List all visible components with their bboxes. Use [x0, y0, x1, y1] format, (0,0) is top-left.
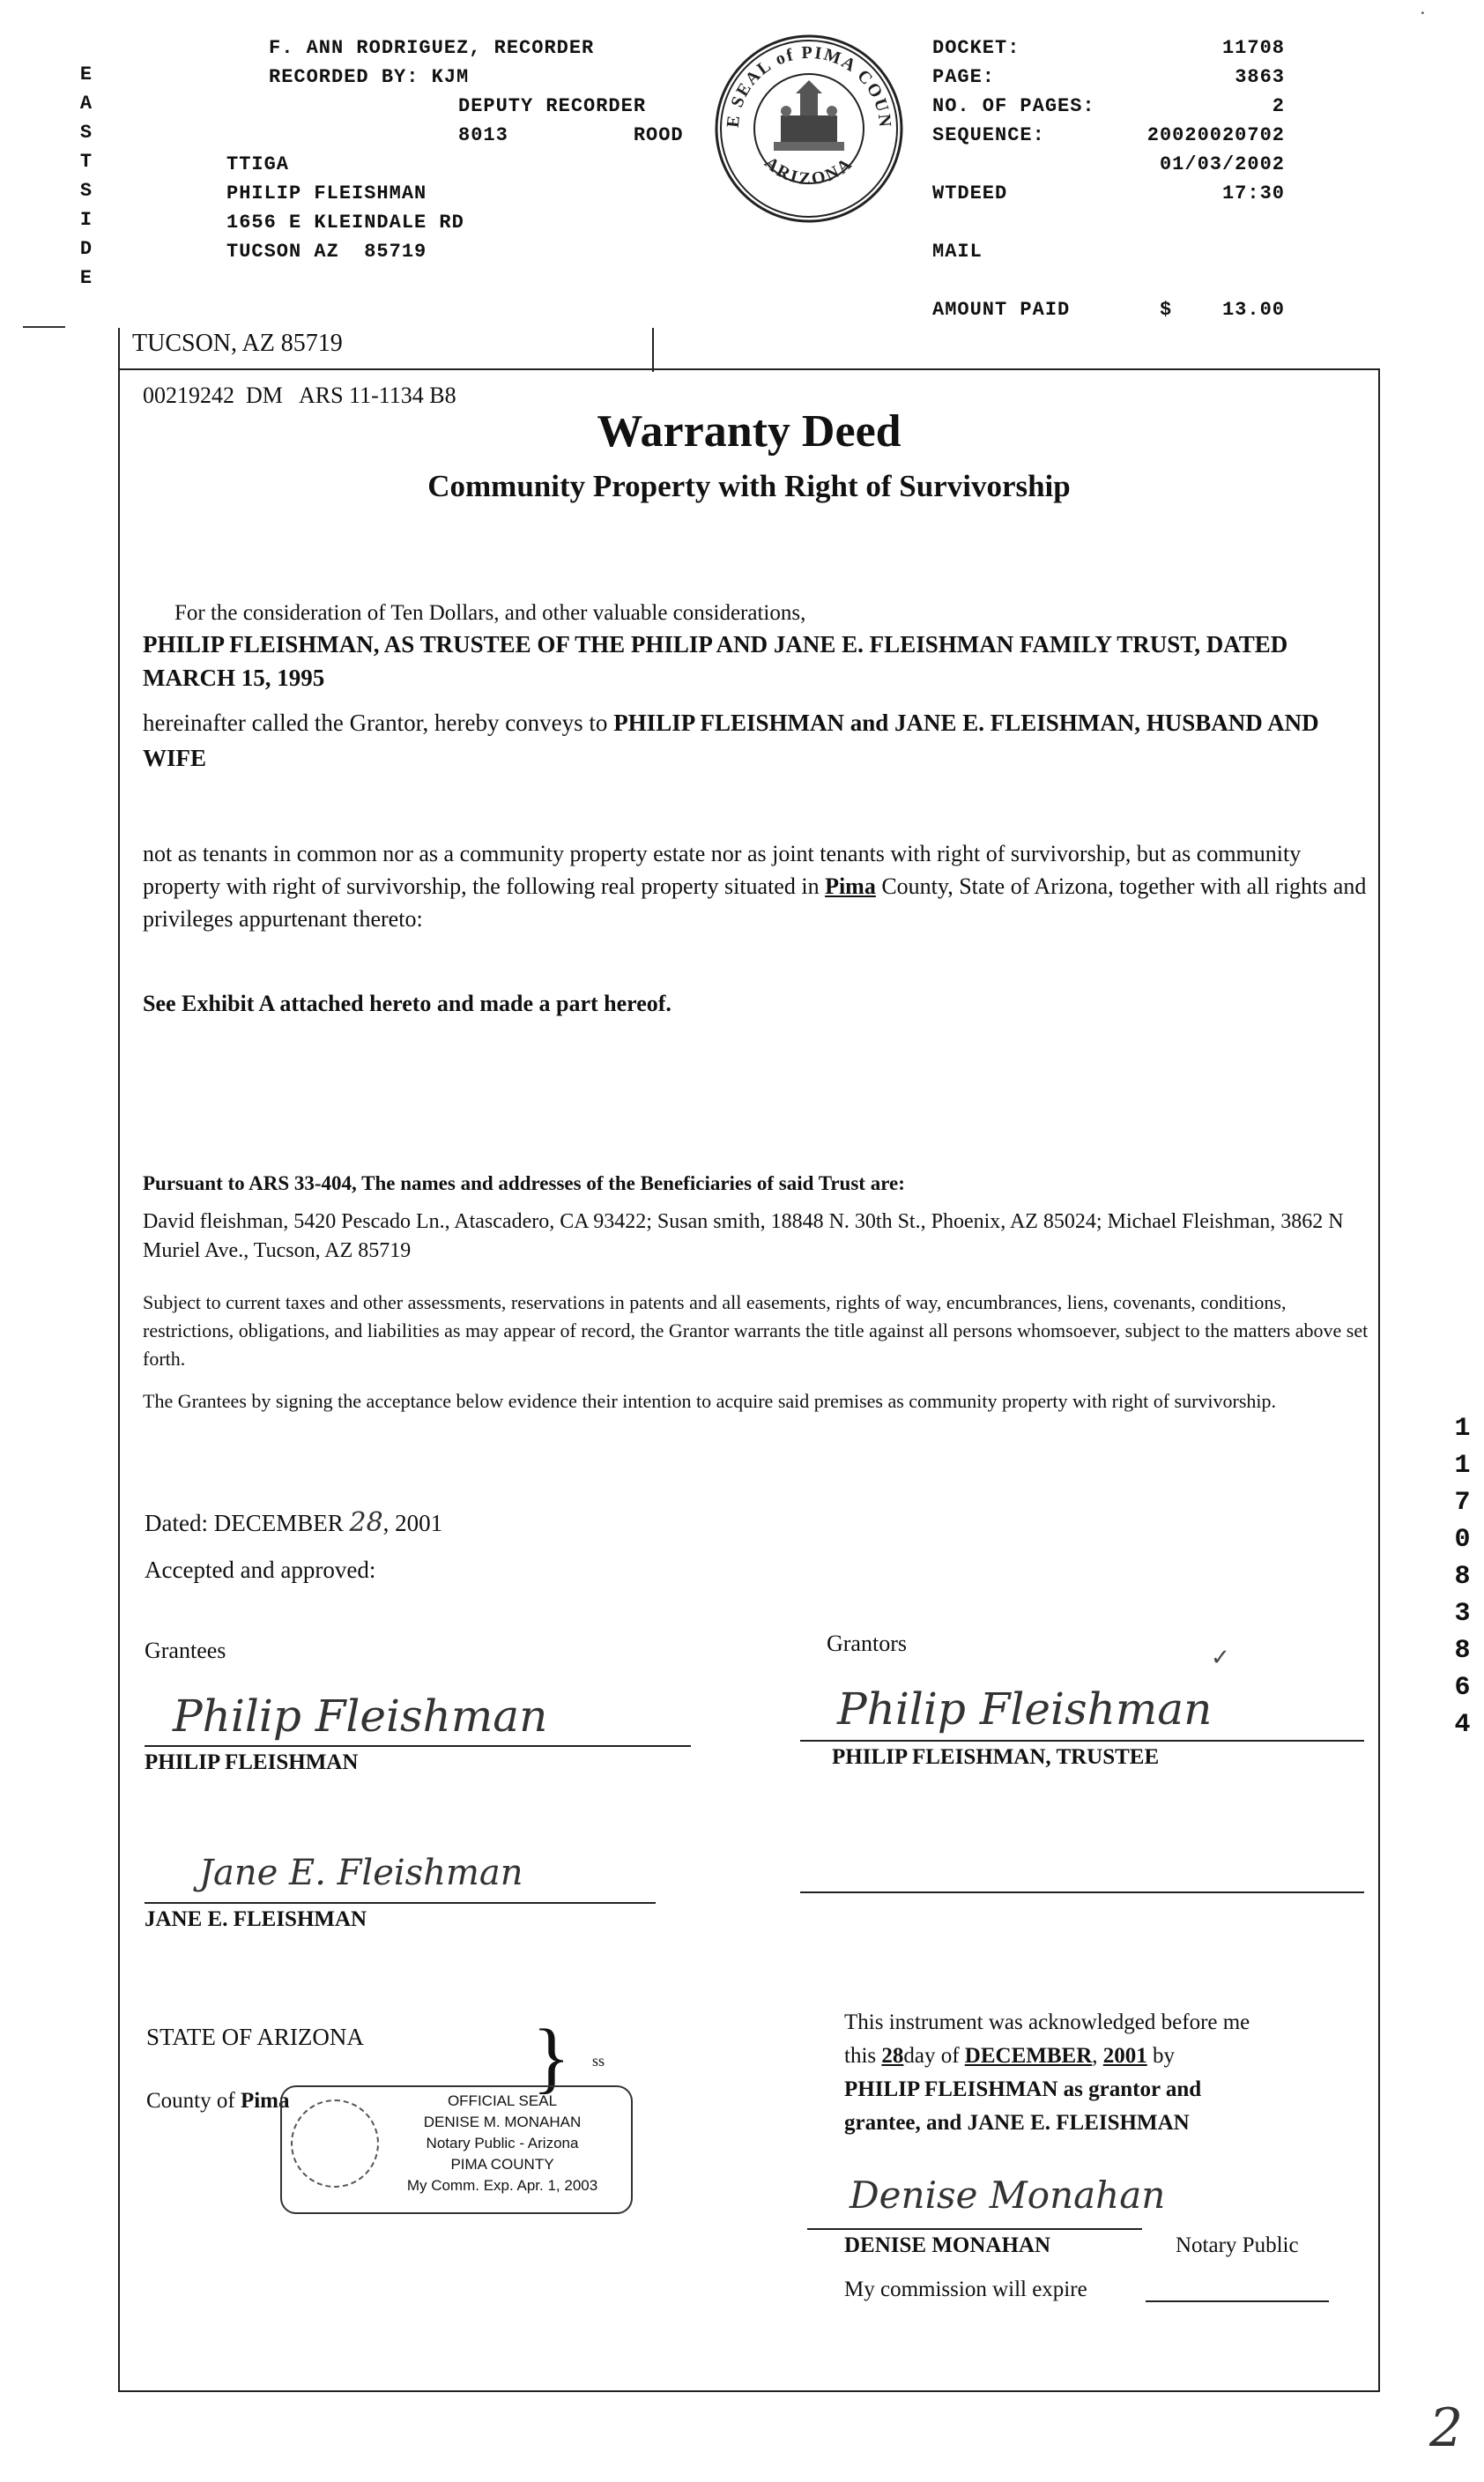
- grantee-names: PHILIP FLEISHMAN and JANE E. FLEISHMAN, HUSBAND AND WIFE: [143, 710, 1319, 771]
- recorder-header-right: [932, 33, 1285, 324]
- grantee-1-sign-line: [145, 1745, 691, 1747]
- recorder-row: [932, 121, 1285, 150]
- recorder-row: [932, 266, 1285, 295]
- grantee-1-signature: Philip Fleishman: [173, 1691, 548, 1742]
- recorder-label: PAGE:: [932, 66, 996, 88]
- margin-docket-stamp: 11708 3864: [1454, 1414, 1472, 1740]
- recorder-row: [932, 33, 1285, 63]
- mail-to-city: TUCSON AZ 85719: [226, 241, 427, 263]
- recorder-row: [932, 92, 1285, 121]
- dated-line: [145, 1507, 442, 1538]
- notary-county-line: [146, 2089, 290, 2114]
- recorder-header-left: [226, 33, 684, 266]
- stamp-line: My Comm. Exp. Apr. 1, 2003: [406, 2177, 598, 2194]
- recorder-value: 20020020702: [1146, 124, 1285, 146]
- address-box: [118, 328, 654, 372]
- recorder-label: MAIL: [932, 241, 983, 263]
- recorder-label: AMOUNT PAID: [932, 299, 1071, 321]
- grantor-signature: Philip Fleishman: [837, 1683, 1213, 1735]
- reference-line: 00219242 DM ARS 11-1134 B8: [143, 383, 456, 408]
- conveys-prefix: hereinafter called the Grantor, hereby conveys to: [143, 710, 614, 736]
- recorder-row: [932, 63, 1285, 92]
- side-letter: S: [79, 122, 93, 144]
- side-letter: E: [79, 267, 93, 289]
- page-number: 2: [1429, 2397, 1464, 2459]
- recorder-value: 3863: [1235, 66, 1285, 88]
- ack-sep: ,: [1092, 2044, 1103, 2068]
- recorder-code: 8013 ROOD: [458, 124, 684, 146]
- deed-title: Warranty Deed: [597, 406, 902, 457]
- stamp-line: Notary Public - Arizona: [426, 2135, 579, 2151]
- deed-subtitle: Community Property with Right of Survivorship: [427, 469, 1071, 503]
- recorder-row: [932, 179, 1285, 208]
- commission-blank-line: [1146, 2300, 1329, 2302]
- stamp-line: PIMA COUNTY: [450, 2156, 554, 2173]
- ack-day: 28: [881, 2044, 904, 2068]
- margin-tick: [23, 326, 65, 328]
- tenancy-paragraph: [143, 837, 1375, 935]
- recorder-row: [932, 295, 1285, 324]
- ack-month: DECEMBER: [964, 2044, 1093, 2068]
- acknowledgment-block: [844, 2006, 1250, 2140]
- ack-prefix: this: [844, 2044, 882, 2068]
- grantor-name: PHILIP FLEISHMAN, AS TRUSTEE OF THE PHILIP AND JANE E. FLEISHMAN FAMILY TRUST, DATED MARCH 15, 1995: [143, 631, 1288, 691]
- recorder-row: [932, 150, 1285, 179]
- notary-state: STATE OF ARIZONA: [146, 2024, 364, 2050]
- commission-expire: My commission will expire: [844, 2278, 1087, 2301]
- ack-year: 2001: [1102, 2044, 1147, 2068]
- grantors-label: Grantors: [827, 1631, 907, 1656]
- beneficiaries-text: David fleishman, 5420 Pescado Ln., Atascadero, CA 93422; Susan smith, 18848 N. 30th St., Phoenix, AZ 85024; Michael Fleishman, 3862 N Muriel Ave., Tucson, AZ 85719: [143, 1210, 1344, 1262]
- corner-mark: ˙: [1419, 7, 1427, 33]
- recorder-label: NO. OF PAGES:: [932, 95, 1095, 117]
- grantee-2-signature: Jane E. Fleishman: [199, 1853, 523, 1893]
- ack-suffix: by: [1146, 2044, 1176, 2068]
- title-company: TTIGA: [226, 153, 290, 175]
- recorder-value: 01/03/2002: [1159, 153, 1285, 175]
- recorder-row: [932, 208, 1285, 237]
- notary-title: Notary Public: [1176, 2233, 1299, 2257]
- notary-sign-line: [807, 2228, 1142, 2230]
- tenancy-text-2: County, State of Arizona, together with all rights and privileges appurtenant thereto:: [143, 873, 1367, 932]
- side-letter: T: [79, 151, 93, 173]
- exhibit-reference: See Exhibit A attached hereto and made a part hereof.: [143, 991, 672, 1016]
- side-letter: A: [79, 93, 93, 115]
- side-letter: S: [79, 180, 93, 202]
- dated-suffix: , 2001: [382, 1510, 443, 1536]
- recorder-row: [932, 237, 1285, 266]
- stamp-line: OFFICIAL SEAL: [447, 2092, 558, 2109]
- stamp-line: DENISE M. MONAHAN: [423, 2114, 582, 2130]
- recorder-name: F. ANN RODRIGUEZ, RECORDER: [269, 37, 595, 59]
- recorder-value: $ 13.00: [1159, 299, 1285, 321]
- pima-county-seal: [712, 32, 906, 226]
- notary-stamp: [280, 2085, 633, 2214]
- recorder-value: 11708: [1221, 37, 1285, 59]
- conveys-paragraph: [143, 705, 1368, 776]
- county-prefix: County of: [146, 2089, 241, 2113]
- notary-name: DENISE MONAHAN: [844, 2233, 1051, 2257]
- deputy-recorder: DEPUTY RECORDER: [458, 95, 647, 117]
- stamp-seal-icon: [291, 2099, 379, 2188]
- grantees-label: Grantees: [145, 1638, 226, 1663]
- recorder-label: SEQUENCE:: [932, 124, 1045, 146]
- svg-text:THE SEAL of PIMA COUNTY: E SEAL of PIMA COUN: [723, 42, 895, 130]
- bracket: }: [532, 2014, 571, 2101]
- ack-line-2: [844, 2040, 1250, 2073]
- grantee-2-sign-line: [145, 1902, 656, 1904]
- recorder-value: 17:30: [1221, 182, 1285, 204]
- recorder-label: DOCKET:: [932, 37, 1020, 59]
- side-letter: I: [79, 209, 93, 231]
- eastside-vertical-label: [76, 60, 97, 293]
- beneficiaries-heading: Pursuant to ARS 33-404, The names and addresses of the Beneficiaries of said Trust are:: [143, 1172, 905, 1194]
- ack-line-3: PHILIP FLEISHMAN as grantor and: [844, 2077, 1202, 2101]
- grantor-2-sign-line: [800, 1891, 1364, 1893]
- seal-graphic: [712, 32, 906, 226]
- mail-to-street: 1656 E KLEINDALE RD: [226, 212, 464, 234]
- dated-prefix: Dated: DECEMBER: [145, 1510, 350, 1536]
- grantee-2-name: JANE E. FLEISHMAN: [145, 1907, 367, 1931]
- dated-day: 28: [349, 1507, 383, 1538]
- recorder-label: WTDEED: [932, 182, 1008, 204]
- svg-text:ARIZONA: ARIZONA: [761, 152, 857, 189]
- ack-mid: day of: [903, 2044, 965, 2068]
- grantor-name-line: PHILIP FLEISHMAN, TRUSTEE: [832, 1745, 1160, 1769]
- side-letter: E: [79, 63, 93, 85]
- grantor-sign-line: [800, 1740, 1364, 1742]
- notary-county: Pima: [240, 2089, 290, 2113]
- accepted-label: Accepted and approved:: [145, 1557, 376, 1583]
- ack-line-1: This instrument was acknowledged before me: [844, 2010, 1250, 2034]
- tenancy-text-1: not as tenants in common nor as a community property estate nor as joint tenants with right of survivorship, but as community property with right of survivorship, the following real property situated in: [143, 841, 1302, 899]
- ack-line-4: grantee, and JANE E. FLEISHMAN: [844, 2111, 1190, 2135]
- recorded-by: RECORDED BY: KJM: [269, 66, 470, 88]
- check-mark: ✓: [1211, 1645, 1230, 1670]
- grantees-intention-text: The Grantees by signing the acceptance below evidence their intention to acquire said premises as community property with right of survivorship.: [143, 1390, 1277, 1412]
- grantee-1-name: PHILIP FLEISHMAN: [145, 1750, 359, 1774]
- recorder-value: 2: [1272, 95, 1285, 117]
- county-fill: Pima: [825, 873, 876, 899]
- subject-to-text: Subject to current taxes and other assessments, reservations in patents and all easements, rights of way, encumbrances, liens, covenants, conditions, restrictions, obligations, and liabilities as may appear of record, the Grantor warrants the title against all persons whomsoever, subject to the matters above set forth.: [143, 1291, 1369, 1370]
- consideration-text: For the consideration of Ten Dollars, and other valuable considerations,: [174, 601, 806, 625]
- mail-to-name: PHILIP FLEISHMAN: [226, 182, 427, 204]
- notary-signature: Denise Monahan: [850, 2174, 1166, 2217]
- side-letter: D: [79, 238, 93, 260]
- ss-mark: ss: [592, 2052, 605, 2070]
- box-address: TUCSON, AZ 85719: [132, 330, 343, 357]
